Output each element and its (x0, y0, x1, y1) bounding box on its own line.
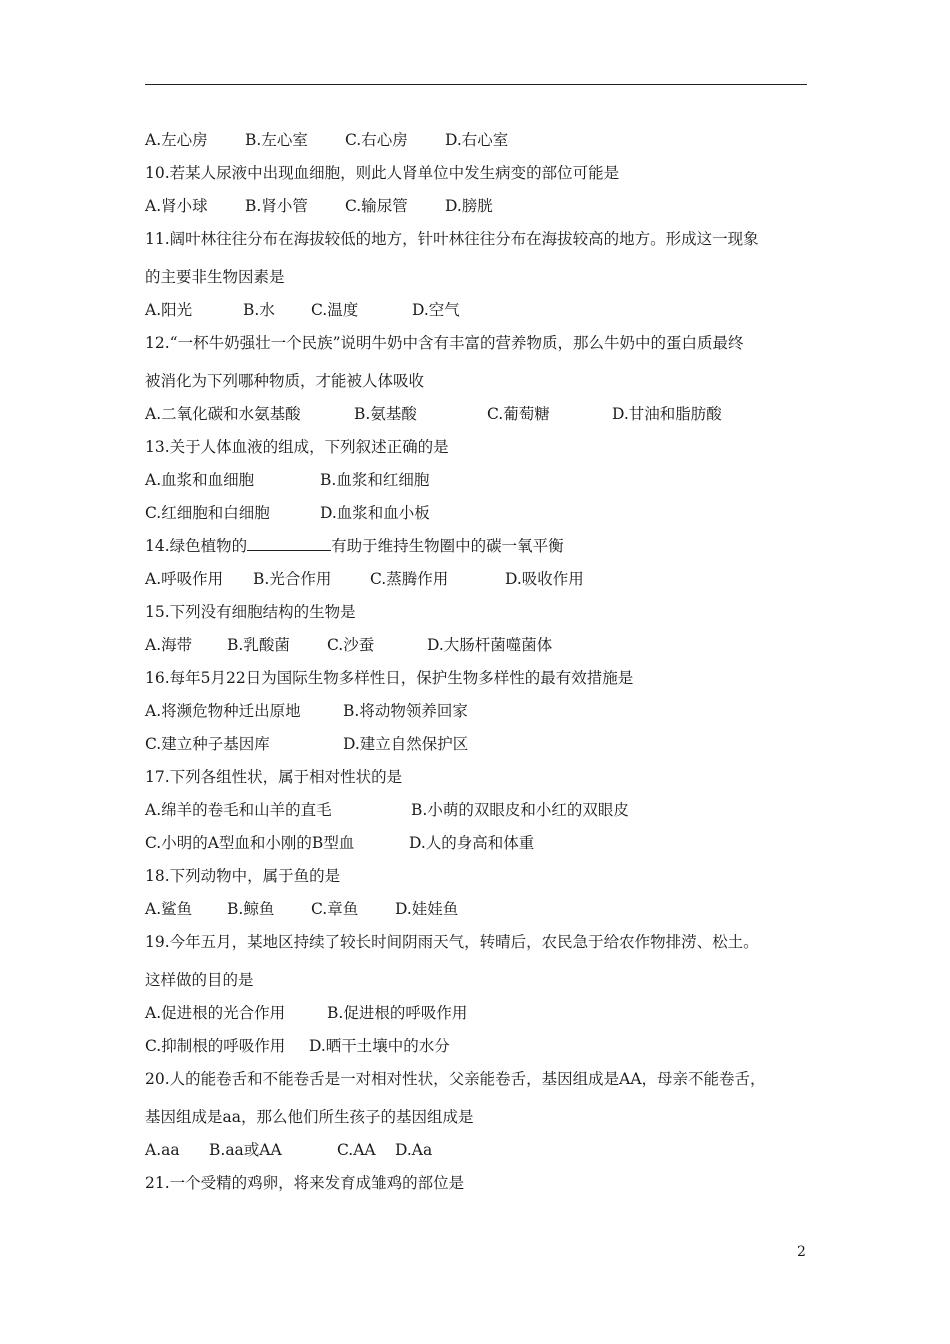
q10-options (145, 190, 807, 223)
question-12-cont: 被消化为下列哪种物质，才能被人体吸收 (145, 372, 425, 390)
option: A.呼吸作用 (145, 570, 224, 588)
option: C.AA (337, 1141, 376, 1159)
option: B.aa或AA (209, 1141, 282, 1159)
option: C.抑制根的呼吸作用 (145, 1037, 286, 1055)
option: B.鲸鱼 (227, 900, 275, 918)
option: C.小明的A型血和小刚的B型血 (145, 834, 355, 852)
question-11: 11.阔叶林往往分布在海拔较低的地方，针叶林往往分布在海拔较高的地方。形成这一现象 (145, 230, 759, 248)
question-20-cont: 基因组成是aa，那么他们所生孩子的基因组成是 (145, 1108, 474, 1126)
header-rule (145, 84, 807, 85)
question-14-start: 14.绿色植物的 (145, 537, 248, 555)
option: C.建立种子基因库 (145, 735, 270, 753)
option: A.鲨鱼 (145, 900, 193, 918)
option: D.空气 (412, 301, 460, 319)
question-list (145, 124, 807, 1200)
q16-options-1 (145, 695, 807, 728)
q12-options (145, 398, 807, 431)
option: D.建立自然保护区 (343, 735, 469, 753)
question-16: 16.每年5月22日为国际生物多样性日，保护生物多样性的最有效措施是 (145, 669, 634, 687)
option: B.乳酸菌 (227, 636, 290, 654)
fill-in-blank (247, 532, 331, 551)
q17-options-1 (145, 794, 807, 827)
q13-options-1 (145, 464, 807, 497)
page-number: 2 (797, 1244, 806, 1260)
option: D.膀胱 (445, 197, 493, 215)
q9-options (145, 124, 807, 157)
question-20: 20.人的能卷舌和不能卷舌是一对相对性状，父亲能卷舌，基因组成是AA，母亲不能卷舌， (145, 1070, 766, 1088)
option: B.氨基酸 (354, 405, 417, 423)
option: A.肾小球 (145, 197, 208, 215)
q18-options (145, 893, 807, 926)
q19-options-2 (145, 1030, 807, 1063)
question-19-cont: 这样做的目的是 (145, 971, 254, 989)
option: B.光合作用 (253, 570, 332, 588)
question-12: 12.“一杯牛奶强壮一个民族”说明牛奶中含有丰富的营养物质，那么牛奶中的蛋白质最终 (145, 334, 744, 352)
option: B.水 (243, 301, 275, 319)
option: C.葡萄糖 (487, 405, 550, 423)
question-14 (145, 530, 807, 563)
option: B.肾小管 (245, 197, 308, 215)
question-19: 19.今年五月，某地区持续了较长时间阴雨天气，转晴后，农民急于给农作物排涝、松土。 (145, 933, 759, 951)
option: C.红细胞和白细胞 (145, 504, 270, 522)
question-13: 13.关于人体血液的组成，下列叙述正确的是 (145, 438, 449, 456)
option: D.人的身高和体重 (409, 834, 535, 852)
q14-options (145, 563, 807, 596)
option: C.右心房 (345, 131, 408, 149)
question-21: 21.一个受精的鸡卵，将来发育成雏鸡的部位是 (145, 1174, 465, 1192)
option: C.温度 (311, 301, 359, 319)
q19-options-1 (145, 997, 807, 1030)
option: D.娃娃鱼 (395, 900, 459, 918)
option: C.章鱼 (311, 900, 359, 918)
option: D.甘油和脂肪酸 (612, 405, 722, 423)
question-10: 10.若某人尿液中出现血细胞，则此人肾单位中发生病变的部位可能是 (145, 164, 620, 182)
option: C.沙蚕 (327, 636, 375, 654)
q17-options-2 (145, 827, 807, 860)
option: D.晒干土壤中的水分 (309, 1037, 450, 1055)
question-17: 17.下列各组性状，属于相对性状的是 (145, 768, 403, 786)
question-11-cont: 的主要非生物因素是 (145, 268, 285, 286)
q16-options-2 (145, 728, 807, 761)
question-14-end: 有助于维持生物圈中的碳一氧平衡 (331, 537, 564, 555)
option: B.促进根的呼吸作用 (327, 1004, 468, 1022)
option: A.海带 (145, 636, 193, 654)
option: D.Aa (395, 1141, 433, 1159)
q15-options (145, 629, 807, 662)
option: A.将濒危物种迁出原地 (145, 702, 301, 720)
option: C.输尿管 (345, 197, 408, 215)
q13-options-2 (145, 497, 807, 530)
option: B.将动物领养回家 (343, 702, 468, 720)
option: A.绵羊的卷毛和山羊的直毛 (145, 801, 332, 819)
option: D.血浆和血小板 (320, 504, 430, 522)
option: A.二氧化碳和水氨基酸 (145, 405, 301, 423)
option: A.阳光 (145, 301, 193, 319)
q20-options (145, 1134, 807, 1167)
option: C.蒸腾作用 (370, 570, 449, 588)
option: B.小萌的双眼皮和小红的双眼皮 (411, 801, 629, 819)
option: B.左心室 (245, 131, 308, 149)
option: B.血浆和红细胞 (320, 471, 430, 489)
option: D.大肠杆菌噬菌体 (427, 636, 553, 654)
q11-options (145, 294, 807, 327)
option: A.aa (145, 1141, 180, 1159)
option: A.左心房 (145, 131, 208, 149)
option: A.血浆和血细胞 (145, 471, 255, 489)
option: D.吸收作用 (505, 570, 584, 588)
option: D.右心室 (445, 131, 509, 149)
question-15: 15.下列没有细胞结构的生物是 (145, 603, 356, 621)
option: A.促进根的光合作用 (145, 1004, 286, 1022)
question-18: 18.下列动物中，属于鱼的是 (145, 867, 341, 885)
